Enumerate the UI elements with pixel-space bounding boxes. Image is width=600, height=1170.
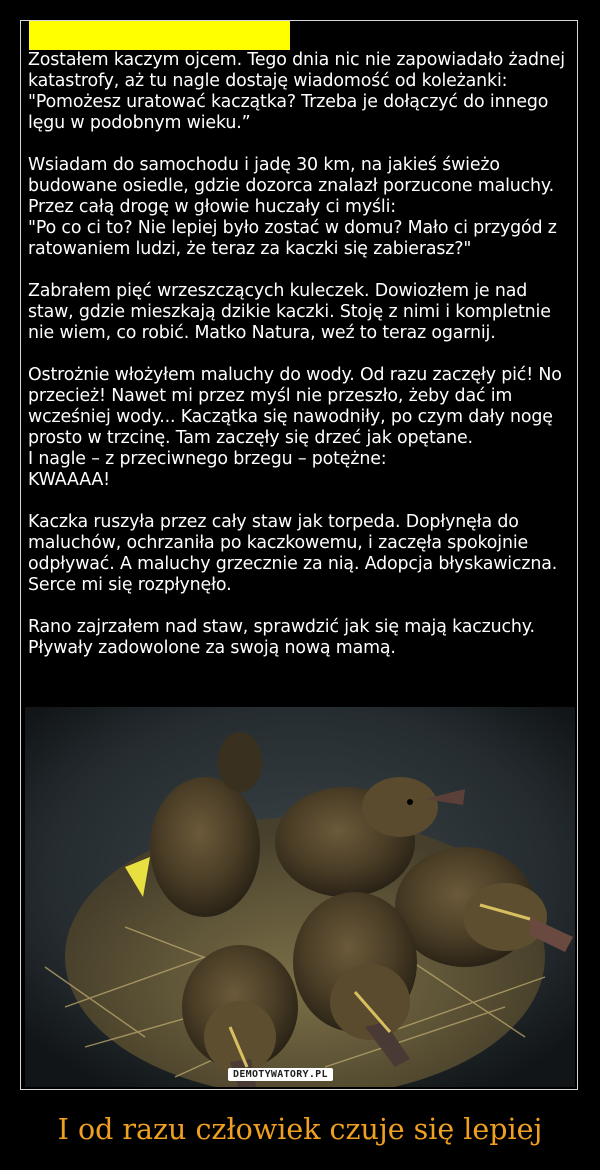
story-paragraph-2: Wsiadam do samochodu i jadę 30 km, na jakieś świeżo budowane osiedle, gdzie dozorca znalazł porzucone maluchy. Przez całą drogę w głowie huczały ci myśli: "Po co ci to? Nie lepiej było zostać w domu? Mało ci przygód z ratowaniem ludzi, że teraz za kaczki się zabierasz?" (28, 155, 557, 259)
ducklings-photo (25, 707, 575, 1087)
watermark: DEMOTYWATORY.PL (228, 1068, 333, 1081)
yellow-highlight-bar (29, 21, 290, 50)
story-paragraph-5: Kaczka ruszyła przez cały staw jak torpeda. Dopłynęła do maluchów, ochrzaniła po kaczkowemu, i zaczęła spokojnie odpływać. A maluchy grzecznie za nią. Adopcja błyskawiczna. Serce mi się rozpłynęło. (28, 512, 558, 595)
story-paragraph-1: Zostałem kaczym ojcem. Tego dnia nic nie zapowiadało żadnej katastrofy, aż tu nagle dostaję wiadomość od koleżanki: "Pomożesz uratować kaczątka? Trzeba je dołączyć do innego lęgu w podobnym wieku.” (28, 50, 565, 133)
ducklings-illustration (25, 707, 575, 1087)
story-text (28, 50, 573, 659)
demotivator-frame (20, 20, 578, 1090)
story-paragraph-6: Rano zajrzałem nad staw, sprawdzić jak się mają kaczuchy. Pływały zadowolone za swoją nową mamą. (28, 617, 535, 658)
story-paragraph-3: Zabrałem pięć wrzeszczących kuleczek. Dowiozłem je nad staw, gdzie mieszkają dzikie kaczki. Stoję z nimi i kompletnie nie wiem, co robić. Matko Natura, weź to teraz ogarnij. (28, 281, 551, 343)
story-paragraph-4: Ostrożnie włożyłem maluchy do wody. Od razu zaczęły pić! No przecież! Nawet mi przez myśl nie przeszło, żeby dać im wcześniej wody... Kaczątka się nawodniły, po czym dały nogę prosto w trzcinę. Tam zaczęły się drzeć jak opętane. I nagle – z przeciwnego brzegu – potężne: KWAAAA! (28, 365, 562, 490)
caption-title: I od razu człowiek czuje się lepiej (57, 1113, 543, 1146)
